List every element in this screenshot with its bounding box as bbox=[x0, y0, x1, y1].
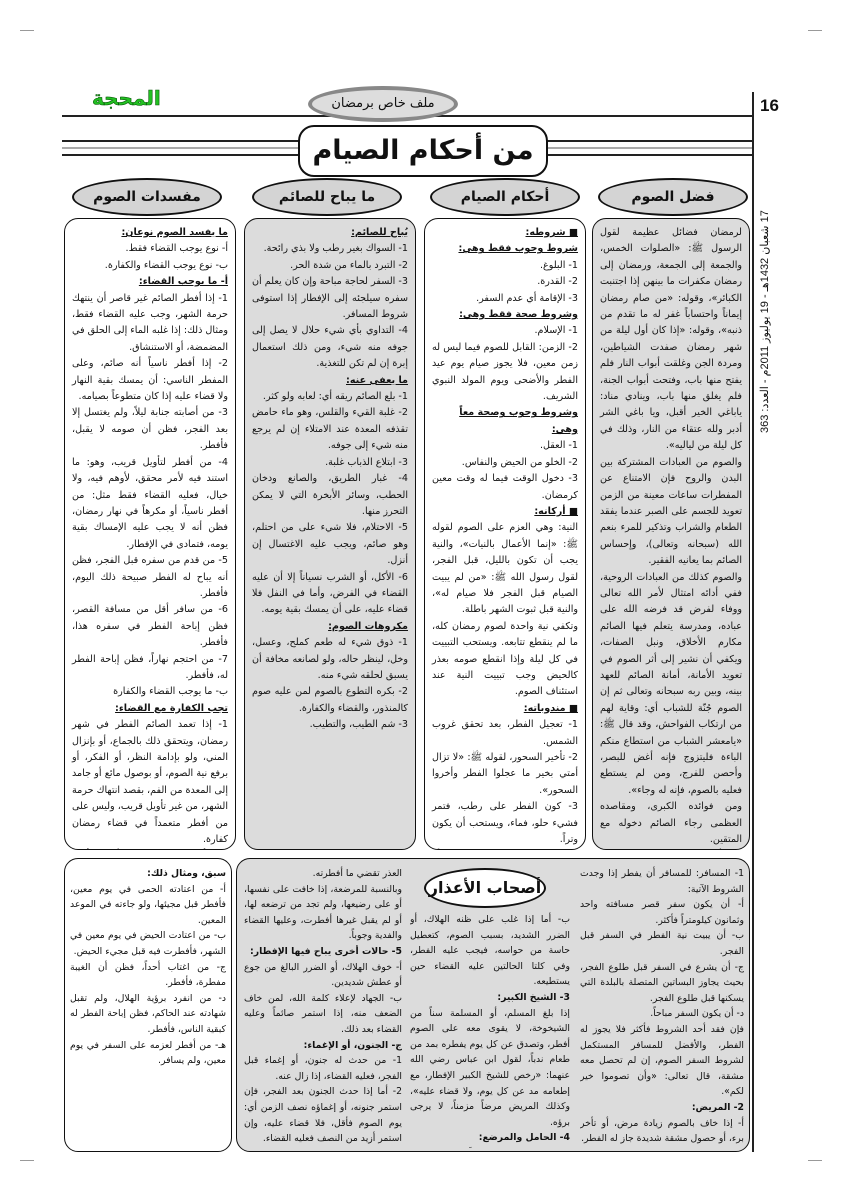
section-label: ملف خاص برمضان bbox=[308, 86, 458, 122]
column-mufsidat bbox=[64, 218, 236, 850]
heading-fadl-al-sawm: فضل الصوم bbox=[598, 178, 748, 216]
paragraph: ب- أن يبيت نية الفطر في السفر قبل الفجر. bbox=[580, 930, 744, 957]
paragraph: ب- نوع يوجب القضاء والكفارة. bbox=[104, 259, 228, 271]
column-fadl bbox=[592, 218, 750, 850]
paragraph: والصوم كذلك من العبادات الروحية، ففي أدائه امتثال لأمر الله تعالى ووفاء لفرض قد فرضه الله على عباده، ومدرسة يتعلم فيها الصائم مكارم الأخلاق، ونبل الصفات، ويكفي أن نشير إلى أثر الصوم في تعويد الأمانة، أمانة الصائم للعهد بينه، وبين ربه سبحانه وتعالى ثم إن الصوم جُنّة للشباب أي: وقاية لهم من ارتكاب الفواحش، وقد قال ﷺ: «يامعشر الشباب من استطاع منكم الباءة فليتزوج فإنه أغض للبصر، وأحصن للفرج، ومن لم يستطع فعليه بالصوم، فإنه له وجاء». bbox=[600, 571, 742, 796]
paragraph: 2- الخلو من الحيض والنفاس. bbox=[461, 456, 578, 468]
paragraph: 1- السواك بغير رطب ولا بذي رائحة. bbox=[263, 243, 408, 255]
paragraph: 3- كون الفطر على رطب، فتمر فشيء حلو، فماء، ويستحب أن يكون وتراً. bbox=[432, 801, 578, 846]
paragraph: أ- خوف الهلاك، أو الضرر البالغ من جوع أو عطش شديدين. bbox=[244, 961, 402, 989]
paragraph: 2- إذا أفطر ناسياً أنه صائم، وعلى المفطر الناسي: أن يمسك بقية النهار ولا قضاء عليه إذا كان متطوعاً بصيامه. bbox=[72, 358, 228, 403]
paragraph: النية: وهي العزم على الصوم لقوله ﷺ: «إنما الأعمال بالنيات»، والنية يجب أن تكون بالليل، قبل الفجر، لقول رسول الله ﷺ: «من لم يبيت الصيام قبل الفجر فلا صيام له»، والنية قبل ثبوت الشهر باطلة. bbox=[432, 522, 578, 616]
bottom-col-middle bbox=[410, 912, 570, 1148]
paragraph: ج- أن يشرع في السفر قبل طلوع الفجر، بحيث يجاوز البساتين المتصلة بالبلدة التي يسكنها قبل طلوع الفجر. bbox=[580, 961, 744, 1004]
paragraph: 3- الشيخ الكبير: bbox=[497, 991, 570, 1003]
paragraph: تجب الكفارة مع القضاء: bbox=[115, 702, 228, 714]
paragraph: 1- ذوق شيء له طعم كملح، وعسل، وخل، لينظر حاله، ولو لصانعه مخافة أن يسبق لحلقه شيء منه. bbox=[252, 637, 408, 681]
paragraph bbox=[432, 848, 578, 850]
paragraph: 3- دخول الوقت فيما له وقت معين كرمضان. bbox=[432, 473, 578, 501]
paragraph: 1- إذا تعمد الصائم الفطر في شهر رمضان، ويتحقق ذلك بالجماع، أو بإنزال المني، ولو بإدامة النظر، أو الفكر، أو برفع نية الصوم، أو بوصول مائع أو جامد إلى المعدة من الفم، بقصد انتهاك حرمة الشهر، من غير تأويل قريب، وليس على من أفطر متعمداً في قضاء رمضان كفارة. bbox=[72, 719, 228, 846]
paragraph: 1- إذا أفطر الصائم غير قاصر أن ينتهك حرمة الشهر، وجب عليه القضاء فقط، ومثال ذلك: إذا غلبه الماء إلى الحلق في المضمضة، أو الاستنشاق. bbox=[72, 292, 228, 353]
paragraph: ج- من اغتاب أحداً، فظن أن الغيبة مفطرة، فأفطر. bbox=[70, 961, 226, 989]
paragraph: 1- بلع الصائم ريقه أي: لعابه ولو كثر. bbox=[262, 391, 408, 403]
paragraph: ب- ما يوجب القضاء والكفارة bbox=[113, 686, 228, 698]
paragraph bbox=[72, 848, 228, 850]
paragraph: 7- من احتجم نهاراً، فظن إباحة الفطر له، فأفطر. bbox=[72, 653, 228, 681]
paragraph: 4- الحامل والمرضع: bbox=[478, 1132, 570, 1144]
paragraph: ■ مندوباته: bbox=[523, 702, 578, 714]
paragraph: 2- أما إذا حدث الجنون بعد الفجر، فإن استمر جنونه، أو إغماؤه نصف الزمن أي: يوم الصوم فأقل، فلا قضاء عليه، وإن استمر أزيد من النصف فعليه القضاء. bbox=[244, 1086, 402, 1145]
paragraph: لرمضان فضائل عظيمة لقول الرسول ﷺ: «الصلوات الخمس، والجمعة إلى الجمعة، ورمضان إلى رمضان مكفرات ما بينهن إذا اجتنبت الكبائر»، وقوله: «من صام رمضان إيماناً واحتساباً غفر له ما تقدم من ذنبه»، وقوله: «إذا كان أول ليلة من شهر رمضان صفدت الشياطين، ومردة الجن وغلقت أبواب النار فلم يفتح منها باب، وفتحت أبواب الجنة، فلم يغلق منها باب، وينادي مناد: ياباغي الخير أقبل، ويا باغي الشر أدبر ولله عتقاء من النار، وذلك في كل ليلة من لياليه». bbox=[600, 227, 742, 452]
paragraph: 1- البلوغ. bbox=[539, 259, 578, 271]
bottom-col-left bbox=[244, 866, 402, 1148]
page-title: من أحكام الصيام bbox=[298, 125, 548, 177]
paragraph: 2- تأخير السحور، لقوله ﷺ: «لا تزال أمتي بخير ما عجلوا الفطر وأخروا السحور». bbox=[432, 752, 578, 796]
paragraph: ب- من اعتادت الحيض في يوم معين في الشهر، فأفطرت فيه قبل مجيء الحيض. bbox=[70, 930, 226, 957]
paragraph: 1- الإسلام. bbox=[534, 325, 578, 337]
newspaper-logo: المحجة bbox=[92, 86, 161, 110]
paragraph: 3- ابتلاع الذباب غلبة. bbox=[325, 456, 408, 468]
page-number: 16 bbox=[760, 96, 779, 115]
title-bar-right bbox=[546, 140, 752, 156]
date-strip: 17 شعبان 1432هـ - 19 يوليوز 2011م - العدد: 363 bbox=[759, 210, 771, 433]
paragraph: أ- نوع يوجب القضاء فقط. bbox=[125, 243, 228, 255]
paragraph: ما يفسد الصوم نوعان: bbox=[121, 227, 228, 238]
paragraph: 6- من سافر أقل من مسافة القصر، فظن إباحة الفطر في سفره هذا، فأفطر. bbox=[72, 604, 228, 649]
paragraph: يُباح للصائم: bbox=[351, 227, 408, 238]
paragraph: 3- من أصابته جنابة ليلاً، ولم يغتسل إلا بعد الفجر، فظن أن صومه لا يقبل، فأفطر. bbox=[72, 407, 228, 452]
paragraph: 2- المريض: bbox=[691, 1101, 744, 1113]
paragraph: 1- العقل. bbox=[539, 440, 578, 452]
paragraph: أ- من اعتادته الحمى في يوم معين، فأفطر قبل مجيئها، ولو جاءته في الموعد المعين. bbox=[70, 883, 226, 926]
paragraph bbox=[410, 1146, 570, 1148]
paragraph: 6- الأكل، أو الشرب نسياناً إلا أن عليه القضاء في الفرض، وأما في النفل فلا قضاء عليه، على أن يمسك بقية يومه. bbox=[252, 571, 408, 616]
paragraph: 4- من أفطر لتأويل قريب، وهو: ما استند فيه لأمر محقق، لأوهم فيه، ولا خيال، فعليه القضاء فقط مثل: من أفطر ناسياً، أو مكرهاً في نهار رمضان، فظن أنه لا يجب عليه الإمساك بقية يومه، فتمادى في الإفطار. bbox=[72, 456, 228, 550]
paragraph: هـ- من أفطر لعزمه على السفر في يوم معين، ولم يسافر. bbox=[70, 1039, 226, 1067]
paragraph: د- أن يكون السفر مباحاً. bbox=[650, 1008, 744, 1020]
paragraph: أ- أن يكون سفر قصر مسافته واحد وثمانون كيلومتراً فأكثر. bbox=[580, 899, 744, 926]
paragraph: 3- السفر لحاجة مباحة وإن كان يعلم أن سفره سيلجئه إلى الإفطار إذا استوفى شروط المسافر. bbox=[252, 276, 408, 321]
paragraph: وشروط صحة فقط وهي: bbox=[459, 309, 578, 321]
paragraph: ما يعفى عنه: bbox=[346, 374, 408, 386]
paragraph: وتكفي نية واحدة لصوم رمضان كله، ما لم ينقطع تتابعه. ويستحب التبييت في كل ليلة وإذا انقطع صومه بعذر كالحيض وجب تبييت النية عند استئناف الصوم. bbox=[432, 620, 578, 698]
paragraph: 4- التداوي بأي شيء حلال لا يصل إلى جوفه منه شيء، ومن ذلك استعمال إبرة إن لم تكن للتغذية. bbox=[252, 325, 408, 370]
paragraph: والصوم من العبادات المشتركة بين البدن والروح فإن الامتناع عن المفطرات ساعات معينة من الزمن تعويد للجسم على الصبر عندما يفقد الطعام والشراب وتذكير للمرء بنعم الله (سبحانه وتعالى)، وإحساس الصائم بما يعانيه الفقير. bbox=[600, 456, 742, 567]
paragraph: ■ شروطه: bbox=[525, 227, 578, 238]
paragraph: 3- الإقامة أي عدم السفر. bbox=[476, 292, 578, 304]
paragraph: ب- الجهاد لإعلاء كلمة الله، لمن خاف الضعف منه، إذا استمر صائماً وعليه القضاء بعد ذلك. bbox=[244, 992, 402, 1035]
paragraph: 5- من قدم من سفره قبل الفجر، فظن أنه يباح له الفطر صبيحة ذلك اليوم، فأفطر. bbox=[72, 555, 228, 599]
title-bar-left bbox=[62, 140, 300, 156]
paragraph: أ- ما يوجب القضاء: bbox=[138, 276, 228, 288]
paragraph: 4- غبار الطريق، والصانع ودخان الحطب، وسائر الأبخرة التي لا يمكن التحرز منها. bbox=[252, 473, 408, 517]
paragraph: مكروهات الصوم: bbox=[328, 620, 408, 632]
paragraph: ج- الجنون، أو الإغماء: bbox=[303, 1039, 402, 1051]
column-ahkam bbox=[424, 218, 586, 850]
paragraph bbox=[600, 848, 742, 850]
paragraph: 3- شم الطيب، والتطيب. bbox=[309, 719, 408, 731]
paragraph: سبق، ومثال ذلك: bbox=[147, 868, 226, 879]
paragraph: 1- من حدث له جنون، أو إغماء قبل الفجر، فعليه القضاء، إذا زال عنه. bbox=[244, 1055, 402, 1082]
paragraph: 2- القدرة. bbox=[537, 276, 578, 288]
paragraph: ■ أركانه: bbox=[534, 505, 578, 517]
paragraph: د- من انفرد برؤية الهلال، ولم تقبل شهادته عند الحاكم، فظن إباحة الفطر له كبقية الناس، فأفطر. bbox=[70, 992, 226, 1035]
paragraph: إذا بلغ المسلم، أو المسلمة سناً من الشيخوخة، لا يقوى معه على الصوم أفطر، وتصدق عن كل يوم يفطره بمد من طعام ندباً، لقول ابن عباس رضي الله عنهما: «رخص للشيخ الكبير الإفطار، مع إطعامه مد عن كل يوم، ولا قضاء عليه»، وكذلك المريض مرضاً مزمناً، لا يرجى برؤه. bbox=[410, 1007, 570, 1128]
heading-ashab-al-aadhar: أصحاب الأعذار bbox=[424, 868, 546, 908]
column-ma-yubah bbox=[244, 218, 416, 850]
paragraph: 2- الزمن: القابل للصوم فيما ليس له زمن معين، فلا يجوز صيام يوم عيد الفطر والأضحى ويوم المولد النبوي الشريف. bbox=[432, 341, 578, 403]
paragraph: وشروط وجوب وصحة معاً وهي: bbox=[459, 407, 578, 435]
heading-ma-yubah: ما يباح للصائم bbox=[252, 178, 402, 216]
paragraph: 5- الاحتلام، فلا شيء على من احتلم، وهو صائم، ويجب عليه الاغتسال إن أنزل. bbox=[252, 522, 408, 567]
paragraph: أ- إذا خاف بالصوم زيادة مرض، أو تأخر برء، أو حصول مشقة شديدة جاز له الفطر. bbox=[580, 1117, 744, 1145]
heading-mufsidat: مفسدات الصوم bbox=[72, 178, 222, 216]
mufsidat-continued bbox=[70, 866, 226, 1148]
paragraph: ب- أما إذا غلب على ظنه الهلاك، أو الضرر الشديد، بسبب الصوم، كتعطيل حاسة من حواسه، فيجب عليه الفطر، وفي كلتا الحالتين عليه القضاء حين يستطيعه. bbox=[410, 914, 570, 988]
paragraph: 1- تعجيل الفطر، بعد تحقق غروب الشمس. bbox=[432, 719, 578, 747]
paragraph: 2- بكره التطوع بالصوم لمن عليه صوم كالمنذور، والقضاء والكفارة. bbox=[252, 686, 408, 714]
paragraph: 5- حالات أخرى يباح فيها الإفطار: bbox=[250, 945, 402, 957]
paragraph: 2- غلبة القيء والقلس، وهو ماء حامض تقذفه المعدة عند الامتلاء إن لم يرجع منه شيء إلى جوفه. bbox=[252, 407, 408, 452]
margin-rule bbox=[752, 92, 754, 1152]
paragraph: فإن فقد أحد الشروط فأكثر فلا يجوز له الفطر، والأفضل للمسافر المستكمل لشروط السفر الصوم، إن لم تحصل معه مشقة، قال تعالى: «وأن تصوموا خير لكم». bbox=[580, 1023, 744, 1098]
bottom-col-right bbox=[580, 866, 744, 1148]
paragraph: العذر تقضي ما أفطرته. bbox=[312, 868, 402, 879]
paragraph: وبالنسبة للمرضعة، إذا خافت على نفسها، أو على رضيعها، ولم تجد من ترضعه لها، أو لم يقبل غيرها أفطرت، وعليها القضاء والفدية وجوباً. bbox=[244, 883, 402, 942]
paragraph: 1- المسافر: للمسافر أن يفطر إذا وجدت الشروط الآتية: bbox=[580, 868, 744, 895]
paragraph: شروط وجوب فقط وهي: bbox=[458, 243, 578, 255]
paragraph: 2- التبرد بالماء من شدة الحر. bbox=[290, 259, 408, 271]
paragraph: ومن فوائده الكبرى، ومقاصده العظمى رجاء الصائم دخوله مع المتقين. bbox=[600, 801, 742, 846]
heading-ahkam-al-siyam: أحكام الصيام bbox=[430, 178, 580, 216]
